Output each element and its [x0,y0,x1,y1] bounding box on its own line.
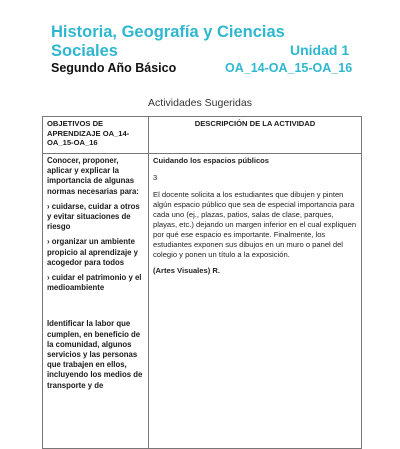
objective-item: › organizar un ambiente propicio al aprendizaje y acogedor para todos [47,237,138,267]
objectives-cell [43,154,149,449]
activities-table [42,116,362,449]
table-header-row [43,117,362,154]
objective-item: Conocer, proponer, aplicar y explicar la importancia de algunas normas necesarias para: [47,156,139,196]
objectives-column-header: OBJETIVOS DE APRENDIZAJE OA_14-OA_15-OA_16 [43,117,149,154]
description-column-header: DESCRIPCIÓN DE LA ACTIVIDAD [149,117,362,154]
objective-item: › cuidarse, cuidar a otros y evitar situaciones de riesgo [47,201,140,232]
activity-description: El docente solicita a los estudiantes que dibujen y pinten algún espacio público que sea de especial importancia para cada uno (ej., plazas, patios, salas de clase, parques, playas, etc.) dejando un margen inferior en el cual expliquen por qué ese espacio es importante. Finalmente, los estudiantes exponen sus dibujos en un muro o panel del colegio y ponen un título a la exposición. [153,190,357,259]
activity-title: Cuidando los espacios públicos [153,156,270,165]
unit-label: Unidad 1 [290,42,350,58]
grade-label: Segundo Año Básico [51,61,177,75]
subject-title: Historia, Geografía y Ciencias Sociales [51,23,285,60]
section-title: Actividades Sugeridas [148,97,252,109]
activity-subject-tag: (Artes Visuales) R. [153,266,220,275]
oa-codes-label: OA_14-OA_15-OA_16 [225,61,353,75]
table-row [43,154,362,449]
objective-item: Identificar la labor que cumplen, en beneficio de la comunidad, algunos servicios y las personas que trabajen en ellos, incluyendo los medios de transporte y de [47,319,143,390]
objective-item: › cuidar el patrimonio y el medioambiente [47,273,142,293]
activity-number: 3 [153,173,158,182]
activity-description-cell [149,154,362,449]
